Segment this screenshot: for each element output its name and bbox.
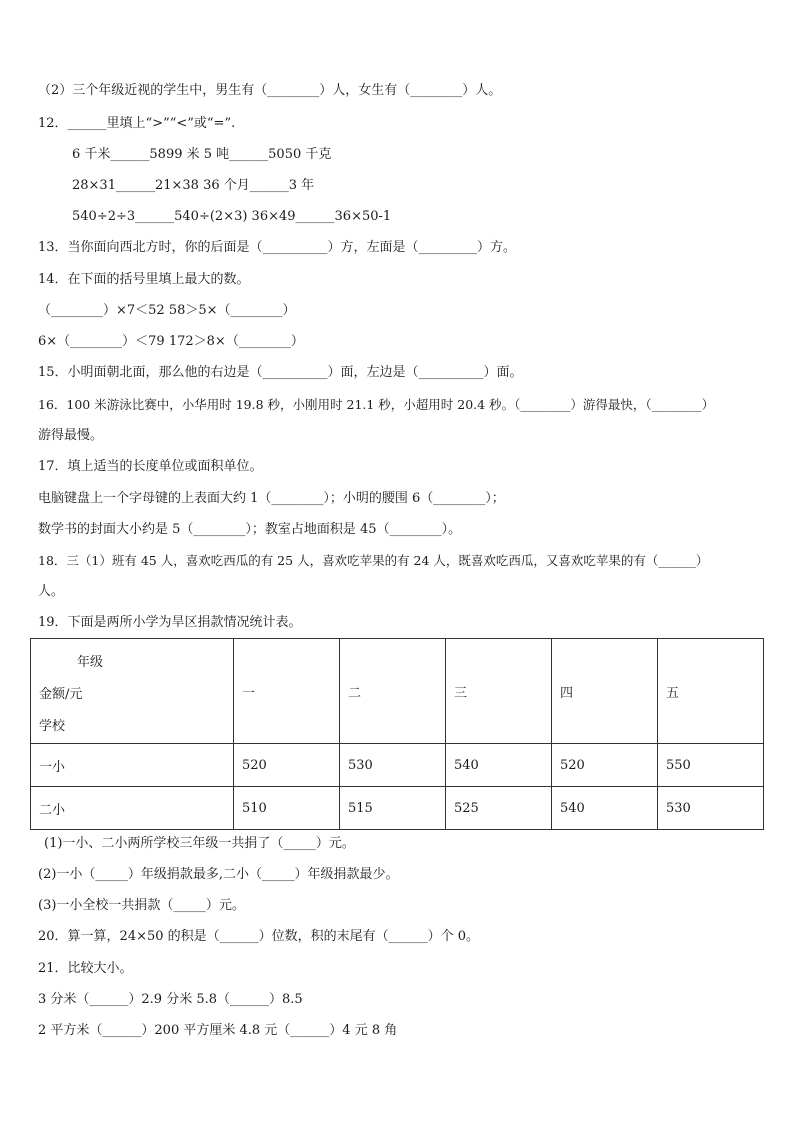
header-school-label: 学校 [39, 719, 66, 734]
table-cell: 540 [552, 787, 658, 830]
question-19-part1: (1)一小、二小两所学校三年级一共捐了（_____）元。 [44, 836, 355, 851]
table-cell: 520 [552, 744, 658, 787]
question-19: 19．下面是两所小学为旱区捐款情况统计表。 [38, 615, 302, 630]
question-21-row2: 2 平方米（______）200 平方厘米 4.8 元（______）4 元 8 角 [38, 1023, 398, 1038]
table-row [31, 744, 764, 787]
question-16-line1: 16．100 米游泳比赛中，小华用时 19.8 秒，小刚用时 21.1 秒，小超用时 20.4 秒。（________）游得最快，（________） [38, 397, 715, 412]
table-cell: 530 [658, 787, 764, 830]
question-17-row1: 电脑键盘上一个字母键的上表面大约 1（________）；小明的腰围 6（________）； [38, 491, 505, 506]
question-19-part3: (3)一小全校一共捐款（_____）元。 [38, 898, 245, 913]
question-20: 20．算一算，24×50 的积是（______）位数，积的末尾有（______）个 0。 [38, 929, 480, 944]
question-15: 15．小明面朝北面，那么他的右边是（__________）面，左边是（__________）面。 [38, 365, 523, 380]
question-18-line1: 18．三（1）班有 45 人，喜欢吃西瓜的有 25 人，喜欢吃苹果的有 24 人，既喜欢吃西瓜，又喜欢吃苹果的有（______） [38, 553, 709, 568]
question-16-line2: 游得最慢。 [38, 428, 104, 443]
question-14: 14．在下面的括号里填上最大的数。 [38, 272, 250, 287]
table-cell: 550 [658, 744, 764, 787]
question-14-row2: 6×（________）＜79 172＞8×（________） [38, 334, 304, 349]
table-cell: 515 [340, 787, 446, 830]
table-cell: 540 [446, 744, 552, 787]
grade-header: 三 [446, 639, 552, 744]
school-name: 一小 [31, 744, 234, 787]
question-13: 13．当你面向西北方时，你的后面是（__________）方，左面是（_________）方。 [38, 240, 517, 255]
question-19-part2: (2)一小（_____）年级捐款最多,二小（_____）年级捐款最少。 [38, 867, 399, 882]
table-cell: 530 [340, 744, 446, 787]
question-18-line2: 人。 [38, 584, 65, 599]
question-12-row1: 6 千米______5899 米 5 吨______5050 千克 [72, 147, 332, 162]
question-14-row1: （________）×7＜52 58＞5×（________） [38, 303, 296, 318]
grade-header: 一 [234, 639, 340, 744]
school-name: 二小 [31, 787, 234, 830]
table-cell: 510 [234, 787, 340, 830]
header-amount-label: 金额/元 [39, 687, 83, 702]
question-21-row1: 3 分米（______）2.9 分米 5.8（______）8.5 [38, 992, 303, 1007]
grade-header: 四 [552, 639, 658, 744]
question-12-row3: 540÷2÷3______540÷(2×3) 36×49______36×50-1 [72, 209, 392, 224]
table-cell: 520 [234, 744, 340, 787]
table-cell: 525 [446, 787, 552, 830]
table-row [31, 787, 764, 830]
question-17: 17．填上适当的长度单位或面积单位。 [38, 459, 263, 474]
header-grade-label: 年级 [77, 655, 104, 670]
donation-table [30, 638, 764, 830]
grade-header: 二 [340, 639, 446, 744]
question-12: 12．______里填上“>”“<”或“=”. [38, 116, 236, 131]
grade-header: 五 [658, 639, 764, 744]
question-17-row2: 数学书的封面大小约是 5（________）；教室占地面积是 45（________）。 [38, 522, 462, 537]
question-12-row2: 28×31______21×38 36 个月______3 年 [72, 178, 315, 193]
table-header-corner [31, 639, 234, 744]
question-11-part2: （2）三个年级近视的学生中，男生有（________）人，女生有（________）人。 [38, 83, 502, 98]
question-21: 21．比较大小。 [38, 961, 133, 976]
